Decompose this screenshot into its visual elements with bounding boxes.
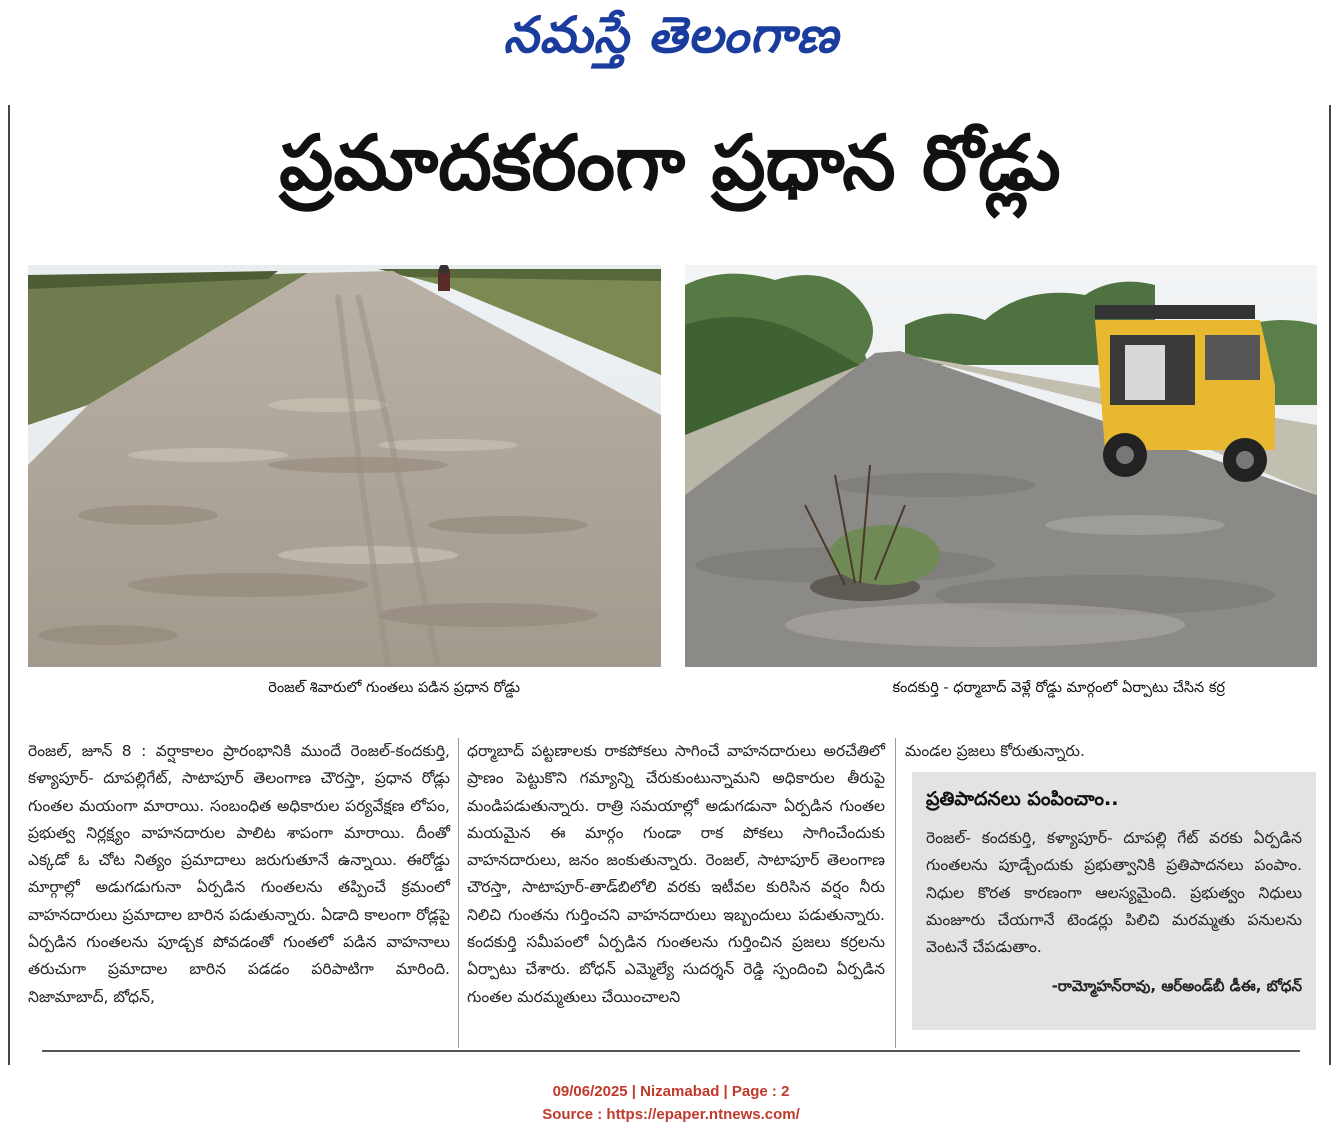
- sidebar-title: ప్రతిపాదనలు పంపించాం..: [926, 788, 1119, 810]
- column-divider: [895, 738, 896, 1048]
- article-paragraph: మండల ప్రజలు కోరుతున్నారు.: [905, 742, 1085, 760]
- sidebar-quote-box: [912, 772, 1316, 1030]
- page-border-left: [8, 105, 10, 1065]
- page-border-right: [1329, 105, 1331, 1065]
- article-paragraph: రెంజల్, జూన్ 8 : వర్షాకాలం ప్రారంభానికి ముందే రెంజల్-కందకుర్తి, కళ్యాపూర్- దూపల్లిగేట్, సాటాపూర్ తెలంగాణ చౌరస్తా, ప్రధాన రోడ్లు గుంతల మయంగా మారాయి. సంబంధిత అధికారుల పర్యవేక్షణ లోపం, ప్రభుత్వ నిర్లక్ష్యం వాహనదారుల పాలిట శాపంగా మారాయి. దీంతో ఎక్కడో ఓ చోట నిత్యం ప్రమాదాలు జరుగుతూనే ఉన్నాయి. ఈరోడ్డు మార్గాల్లో అడుగడుగునా ఏర్పడిన గుంతలను తప్పించే క్రమంలో వాహనదారులు ప్రమాదాల బారిన పడుతున్నారు. ఏడాది కాలంగా రోడ్లపై ఏర్పడిన గుంతలను పూడ్చక పోవడంతో గుంతలో పడిన వాహనాలు తరుచుగా ప్రమాదాల బారిన పడడం పరిపాటిగా మారింది. నిజామాబాద్, బోధన్,: [28, 742, 450, 1006]
- article-column-1: [28, 738, 450, 1011]
- page-border-bottom: [42, 1050, 1300, 1052]
- sidebar-signature: -రామ్మోహన్‌రావు, ఆర్‌అండ్‌బీ డీఈ, బోధన్: [1051, 977, 1302, 996]
- column-divider: [458, 738, 459, 1048]
- photo-road-with-stick-marker: [685, 265, 1317, 667]
- article-column-2: [467, 738, 885, 1011]
- photo-damaged-road: [28, 265, 661, 667]
- footer-date-edition: 09/06/2025 | Nizamabad | Page : 2: [552, 1083, 790, 1100]
- photo-caption-right: కందకుర్తి - ధర్మాబాద్ వెళ్లే రోడ్డు మార్గంలో ఏర్పాటు చేసిన కర్ర: [892, 680, 1225, 696]
- masthead-logo: నమస్తే తెలంగాణ: [503, 6, 839, 64]
- sidebar-body: రెంజల్- కందకుర్తి, కళ్యాపూర్- దూపల్లి గేట్ వరకు ఏర్పడిన గుంతలను పూడ్చేందుకు ప్రభుత్వానికి ప్రతిపాదనలు పంపాం. నిధుల కొరత కారణంగా ఆలస్యమైంది. ప్రభుత్వం నిధులు మంజూరు చేయగానే టెండర్లు పిలిచి మరమ్మతు పనులను వెంటనే చేపడుతాం.: [926, 829, 1302, 957]
- article-paragraph: ధర్మాబాద్ పట్టణాలకు రాకపోకలు సాగించే వాహనదారులు అరచేతిలో ప్రాణం పెట్టుకొని గమ్యాన్ని చేరుకుంటున్నామని అధికారుల తీరుపై మండిపడుతున్నారు. రాత్రి సమయాల్లో అడుగడునా ఏర్పడిన గుంతల మయమైన ఈ మార్గం గుండా రాక పోకలు సాగించేందుకు వాహనదారులు, జనం జంకుతున్నారు. రెంజల్, సాటాపూర్ తెలంగాణ చౌరస్తా, సాటాపూర్-తాడ్‌బిలోలి వరకు ఇటీవల కురిసిన వర్షం నీరు నిలిచి గుంతను గుర్తించని వాహనదారులు ఇబ్బందులు పడుతున్నారు. కందకుర్తి సమీపంలో ఏర్పడిన గుంతలను గుర్తించిన ప్రజలు కర్రలను ఏర్పాటు చేశారు. బోధన్ ఎమ్మెల్యే సుదర్శన్ రెడ్డి స్పందించి ఏర్పడిన గుంతల మరమ్మతులు చేయించాలని: [467, 742, 885, 1006]
- article-column-3: [905, 738, 1317, 765]
- photo-caption-left: రెంజల్ శివారులో గుంతలు పడిన ప్రధాన రోడ్డు: [268, 680, 520, 696]
- footer-source-link[interactable]: Source : https://epaper.ntnews.com/: [542, 1106, 800, 1123]
- article-headline: ప్రమాదకరంగా ప్రధాన రోడ్లు: [279, 118, 1061, 207]
